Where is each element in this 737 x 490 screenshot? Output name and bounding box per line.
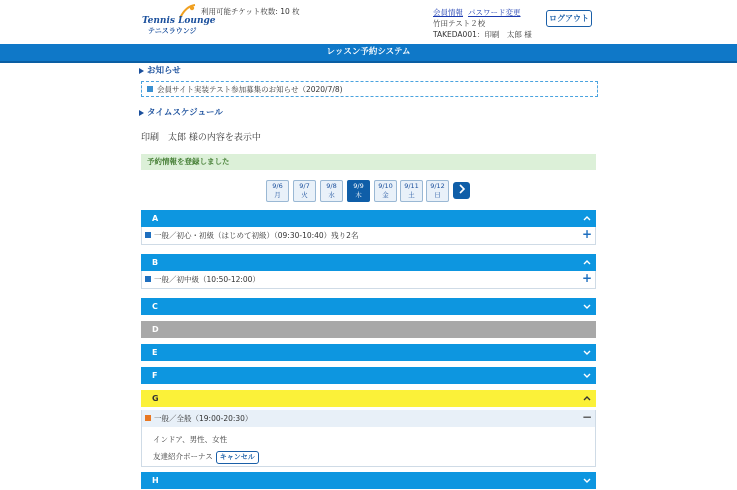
cancel-button[interactable]: キャンセル <box>216 451 259 464</box>
bonus-label: 友達紹介ボーナス <box>153 452 213 461</box>
plus-icon[interactable]: + <box>581 227 592 241</box>
lesson-square-icon <box>145 415 151 421</box>
day-date: 9/8 <box>326 182 337 190</box>
chevron-up-icon <box>582 390 592 407</box>
plus-icon[interactable]: + <box>581 271 592 285</box>
court-label: F <box>152 371 158 380</box>
logo <box>142 6 216 36</box>
day-date: 9/7 <box>299 182 310 190</box>
success-message-text: 予約情報を登録しました <box>147 157 230 166</box>
logout-button[interactable]: ログアウト <box>546 10 592 27</box>
notice-heading-label: お知らせ <box>147 66 181 76</box>
day-button[interactable] <box>374 180 397 202</box>
court-label: D <box>152 325 159 334</box>
success-message <box>141 154 596 170</box>
day-dow: 日 <box>434 191 441 199</box>
page-title: レッスン予約システム <box>0 44 737 63</box>
chevron-down-icon <box>582 472 592 489</box>
court-label: E <box>152 348 158 357</box>
schedule-heading <box>139 106 223 118</box>
day-button[interactable] <box>320 180 343 202</box>
password-change-link[interactable]: パスワード変更 <box>468 8 521 17</box>
day-dow: 水 <box>328 191 335 199</box>
court-header-c[interactable] <box>141 298 596 315</box>
user-name: TAKEDA001：印刷 太郎 様 <box>433 30 532 39</box>
lesson-slot-text: 一般／初心・初級（はじめて初級）（09:30-10:40）残り2名 <box>154 231 359 240</box>
lesson-slot[interactable] <box>141 271 596 289</box>
showing-user-text: 印刷 太郎 様の内容を表示中 <box>141 133 261 143</box>
next-week-button[interactable] <box>453 182 470 199</box>
logo-text: Tennis Lounge <box>142 16 216 26</box>
day-dow: 月 <box>274 191 281 199</box>
schedule-heading-label: タイムスケジュール <box>147 108 223 118</box>
court-header-g[interactable] <box>141 390 596 407</box>
triangle-icon <box>139 68 144 74</box>
chevron-down-icon <box>582 298 592 315</box>
court-header-b[interactable] <box>141 254 596 271</box>
ticket-count: 利用可能チケット枚数: 10 枚 <box>201 7 300 16</box>
court-label: H <box>152 476 159 485</box>
lesson-slot-text: 一般／全般（19:00-20:30） <box>154 414 253 423</box>
minus-icon[interactable]: − <box>581 410 592 424</box>
lesson-detail-bonus <box>153 451 259 464</box>
bullet-square-icon <box>147 86 153 92</box>
court-header-h[interactable] <box>141 472 596 489</box>
chevron-right-icon <box>458 184 466 194</box>
court-header-e[interactable] <box>141 344 596 361</box>
school-name: 竹田テスト２校 <box>433 19 486 28</box>
day-button[interactable] <box>400 180 423 202</box>
court-header-f[interactable] <box>141 367 596 384</box>
notice-item[interactable] <box>141 81 598 97</box>
notice-heading <box>139 64 181 76</box>
chevron-down-icon <box>582 344 592 361</box>
day-button-selected[interactable] <box>347 180 370 202</box>
lesson-slot-booked[interactable] <box>141 410 596 428</box>
day-button[interactable] <box>293 180 316 202</box>
notice-text[interactable]: 会員サイト実装テスト参加募集のお知らせ（2020/7/8) <box>157 85 343 94</box>
logo-subtext: テニスラウンジ <box>148 27 197 35</box>
court-label: G <box>152 394 159 403</box>
lesson-square-icon <box>145 232 151 238</box>
member-info-link[interactable]: 会員情報 <box>433 8 463 17</box>
day-date: 9/12 <box>430 182 445 190</box>
triangle-icon <box>139 110 144 116</box>
day-date: 9/11 <box>404 182 419 190</box>
day-dow: 土 <box>408 191 415 199</box>
day-button[interactable] <box>426 180 449 202</box>
court-label: C <box>152 302 158 311</box>
day-date: 9/9 <box>353 182 364 190</box>
day-dow: 木 <box>355 191 362 199</box>
user-info <box>433 7 532 40</box>
court-label: A <box>152 214 159 223</box>
chevron-up-icon <box>582 254 592 271</box>
chevron-down-icon <box>582 367 592 384</box>
court-label: B <box>152 258 159 267</box>
lesson-slot[interactable] <box>141 227 596 245</box>
day-date: 9/10 <box>378 182 393 190</box>
court-header-d <box>141 321 596 338</box>
day-dow: 火 <box>301 191 308 199</box>
chevron-up-icon <box>582 210 592 227</box>
day-button[interactable] <box>266 180 289 202</box>
lesson-detail <box>141 427 596 467</box>
day-dow: 金 <box>382 191 389 199</box>
lesson-square-icon <box>145 276 151 282</box>
lesson-slot-text: 一般／初中級（10:50-12:00） <box>154 275 260 284</box>
court-header-a[interactable] <box>141 210 596 227</box>
lesson-detail-tags: インドア、男性、女性 <box>153 435 228 444</box>
day-date: 9/6 <box>272 182 283 190</box>
